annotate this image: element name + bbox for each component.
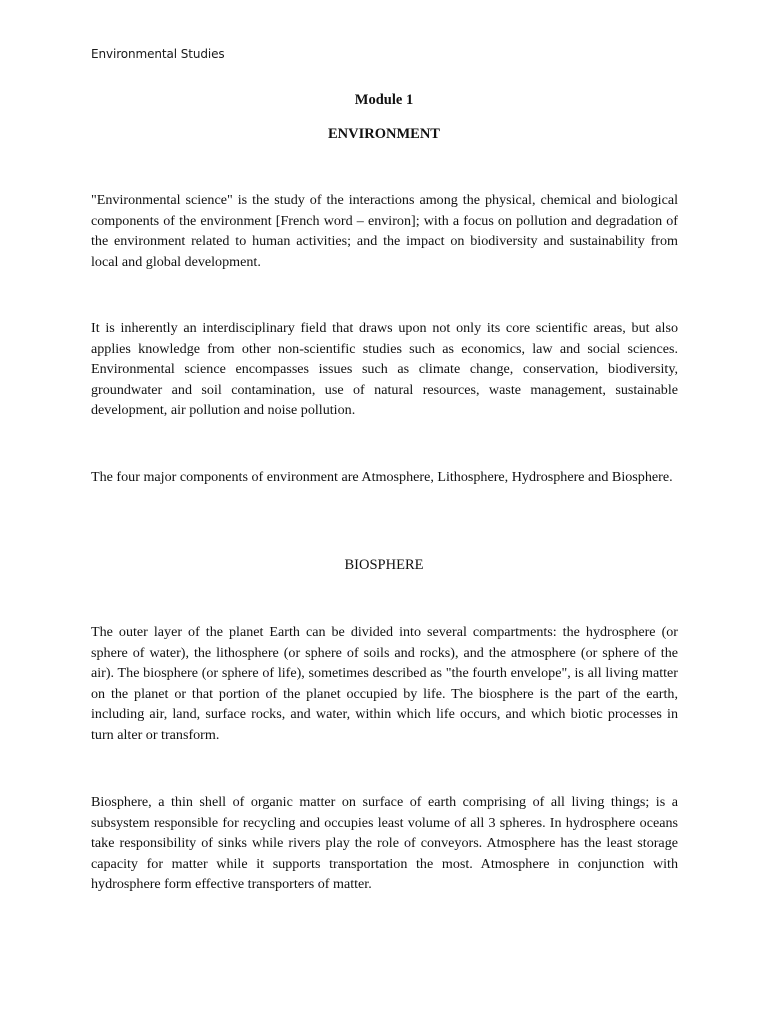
chapter-title: ENVIRONMENT	[328, 126, 440, 142]
paragraph-intro: "Environmental science" is the study of the interactions among the physical, chemical and biological components of the environment [French word – environ]; with a focus on pollution and degradation of the environment related to human activities; and the impact on biodiversity and sustainability from local and global development.	[91, 192, 678, 270]
paragraph-components: The four major components of environment are Atmosphere, Lithosphere, Hydrosphere and Biosphere.	[91, 469, 673, 485]
section-heading-biosphere: BIOSPHERE	[344, 557, 424, 573]
module-label: Module 1	[354, 92, 414, 108]
paragraph-biosphere-definition: The outer layer of the planet Earth can be divided into several compartments: the hydrosphere (or sphere of water), the lithosphere (or sphere of soils and rocks), and the atmosphere (or sphere of the air). The biosphere (or sphere of life), sometimes described as "the fourth envelope", is all living matter on the planet or that portion of the planet occupied by life. The biosphere is the part of the earth, including air, land, surface rocks, and water, within which life occurs, and which biotic processes in turn alter or transform.	[91, 624, 678, 743]
paragraph-biosphere-shell: Biosphere, a thin shell of organic matter on surface of earth comprising of all living things; is a subsystem responsible for recycling and occupies least volume of all 3 spheres. In hydrosphere oceans take responsibility of sinks while rivers play the role of conveyors. Atmosphere has the least storage capacity for matter while it supports transportation the most. Atmosphere in conjunction with hydrosphere form effective transporters of matter.	[91, 794, 678, 892]
paragraph-interdisciplinary: It is inherently an interdisciplinary field that draws upon not only its core scientific areas, but also applies knowledge from other non-scientific studies such as economics, law and social sciences. Environmental science encompasses issues such as climate change, conservation, biodiversity, groundwater and soil contamination, use of natural resources, waste management, sustainable development, air pollution and noise pollution.	[91, 320, 678, 418]
running-header: Environmental Studies	[91, 47, 225, 61]
